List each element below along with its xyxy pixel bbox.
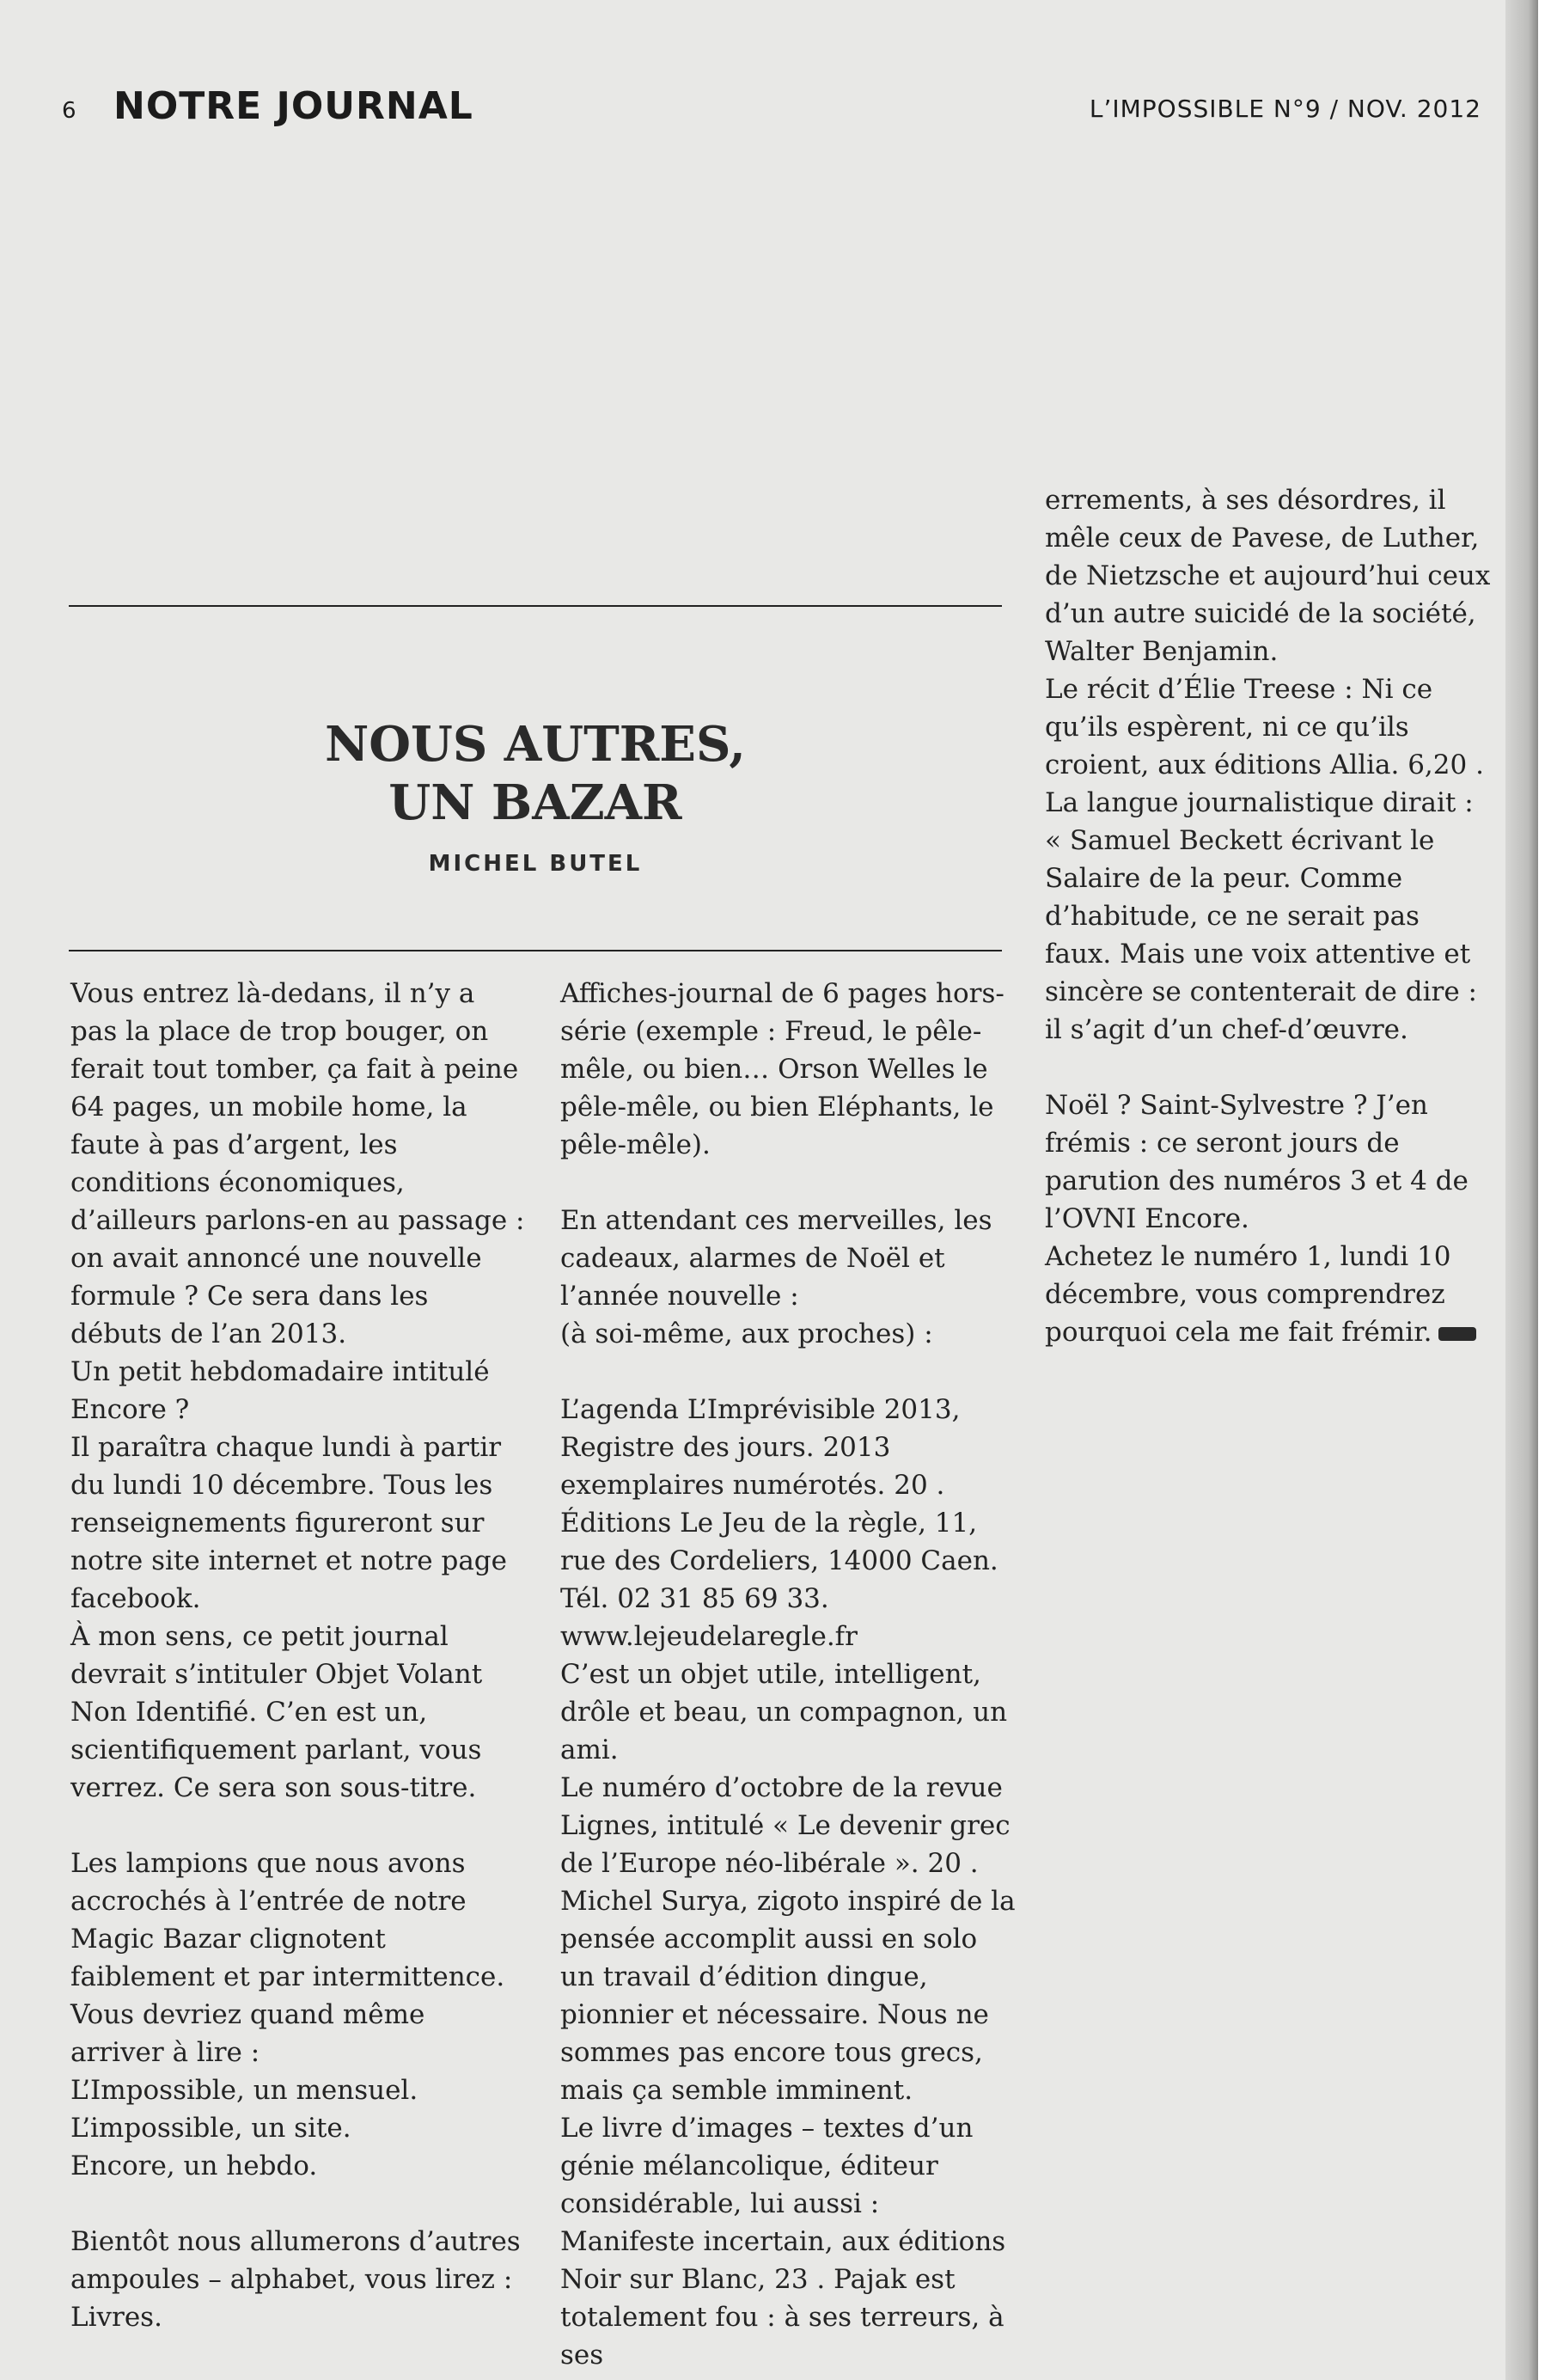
closing-paragraph	[1045, 1238, 1492, 1351]
article-author: MICHEL BUTEL	[428, 851, 643, 877]
paragraph-gap	[70, 2185, 526, 2223]
paragraph: L’impossible, un site.	[70, 2113, 351, 2144]
paragraph: Vous entrez là-dedans, il n’y a pas la place de trop bouger, on ferait tout tomber, ça fait à peine 64 pages, un mobile home, la faute à pas d’argent, les conditions économiques, d’ailleurs parlons-en au passage : on avait annoncé une nouvelle formule ? Ce sera dans les débuts de l’an 2013.	[70, 978, 525, 1349]
paragraph: Le numéro d’octobre de la revue Lignes, intitulé « Le devenir grec de l’Europe néo-libérale ». 20 . Michel Surya, zigoto inspiré de la pensée accomplit aussi en solo un travail d’édition dingue, pionnier et nécessaire. Nous ne sommes pas encore tous grecs, mais ça semble imminent.	[560, 1772, 1016, 2106]
end-of-article-mark	[1438, 1327, 1476, 1341]
article-title-line-1: NOUS AUTRES,	[325, 716, 746, 773]
paragraph: Affiches-journal de 6 pages hors-série (exemple : Freud, le pêle-mêle, ou bien… Orson Welles le pêle-mêle, ou bien Eléphants, le pêle-mêle).	[560, 978, 1004, 1160]
paragraph: À mon sens, ce petit journal devrait s’intituler Objet Volant Non Identifié. C’en est un, scientifiquement parlant, vous verrez. Ce sera son sous-titre.	[70, 1621, 483, 1803]
text-column-left	[70, 975, 526, 2336]
paragraph: L’Impossible, un mensuel.	[70, 2075, 418, 2106]
paragraph-gap	[70, 1807, 526, 1845]
page-number: 6	[62, 98, 76, 124]
paragraph-gap	[560, 1353, 1016, 1391]
paragraph-gap	[1045, 1049, 1492, 1086]
paragraph: Le livre d’images – textes d’un génie mélancolique, éditeur considérable, lui aussi : Manifeste incertain, aux éditions Noir sur Blanc, 23 . Pajak est totalement fou : à ses terreurs, à ses	[560, 2113, 1006, 2371]
closing-text: Achetez le numéro 1, lundi 10 décembre, vous comprendrez pourquoi cela me fait frémir.	[1045, 1241, 1451, 1348]
text-column-right	[1045, 481, 1492, 1351]
article-title	[69, 715, 1002, 832]
paragraph: Un petit hebdomadaire intitulé Encore ?	[70, 1356, 490, 1425]
section-title: NOTRE JOURNAL	[113, 84, 473, 128]
paragraph: Vous devriez quand même arriver à lire :	[70, 1999, 425, 2068]
text-column-middle	[560, 975, 1016, 2374]
paragraph: Le récit d’Élie Treese : Ni ce qu’ils espèrent, ni ce qu’ils croient, aux éditions Allia. 6,20 . La langue journalistique dirait : « Samuel Beckett écrivant le Salaire de la peur. Comme d’habitude, ce ne serait pas faux. Mais une voix attentive et sincère se contenterait de dire : il s’agit d’un chef-d’œuvre.	[1045, 674, 1484, 1045]
paragraph: Encore, un hebdo.	[70, 2151, 318, 2181]
article-title-line-2: UN BAZAR	[388, 774, 682, 831]
paragraph: Il paraîtra chaque lundi à partir du lundi 10 décembre. Tous les renseignements figureront sur notre site internet et notre page facebook.	[70, 1432, 507, 1614]
page-edge-shadow	[1505, 0, 1538, 2380]
paragraph: Noël ? Saint-Sylvestre ? J’en frémis : ce seront jours de parution des numéros 3 et 4 de l’OVNI Encore.	[1045, 1090, 1469, 1234]
paragraph: errements, à ses désordres, il mêle ceux de Pavese, de Luther, de Nietzsche et aujourd’hui ceux d’un autre suicidé de la société, Walter Benjamin.	[1045, 485, 1491, 667]
title-rule-bottom	[69, 950, 1002, 951]
paragraph: L’agenda L’Imprévisible 2013, Registre des jours. 2013 exemplaires numérotés. 20 . Éditions Le Jeu de la règle, 11, rue des Cordeliers, 14000 Caen. Tél. 02 31 85 69 33. www.lejeudelaregle.fr	[560, 1394, 998, 1652]
paragraph: Les lampions que nous avons accrochés à l’entrée de notre Magic Bazar clignotent faiblement et par intermittence.	[70, 1848, 505, 1992]
issue-info: L’IMPOSSIBLE N°9 / NOV. 2012	[1089, 95, 1481, 123]
page-header	[0, 83, 1538, 134]
paragraph-gap	[560, 1164, 1016, 1202]
paragraph: C’est un objet utile, intelligent, drôle et beau, un compagnon, un ami.	[560, 1659, 1008, 1765]
paragraph: En attendant ces merveilles, les cadeaux, alarmes de Noël et l’année nouvelle :	[560, 1205, 992, 1312]
paragraph: (à soi-même, aux proches) :	[560, 1318, 933, 1349]
paragraph: Bientôt nous allumerons d’autres ampoules – alphabet, vous lirez : Livres.	[70, 2226, 521, 2333]
title-rule-top	[69, 605, 1002, 607]
